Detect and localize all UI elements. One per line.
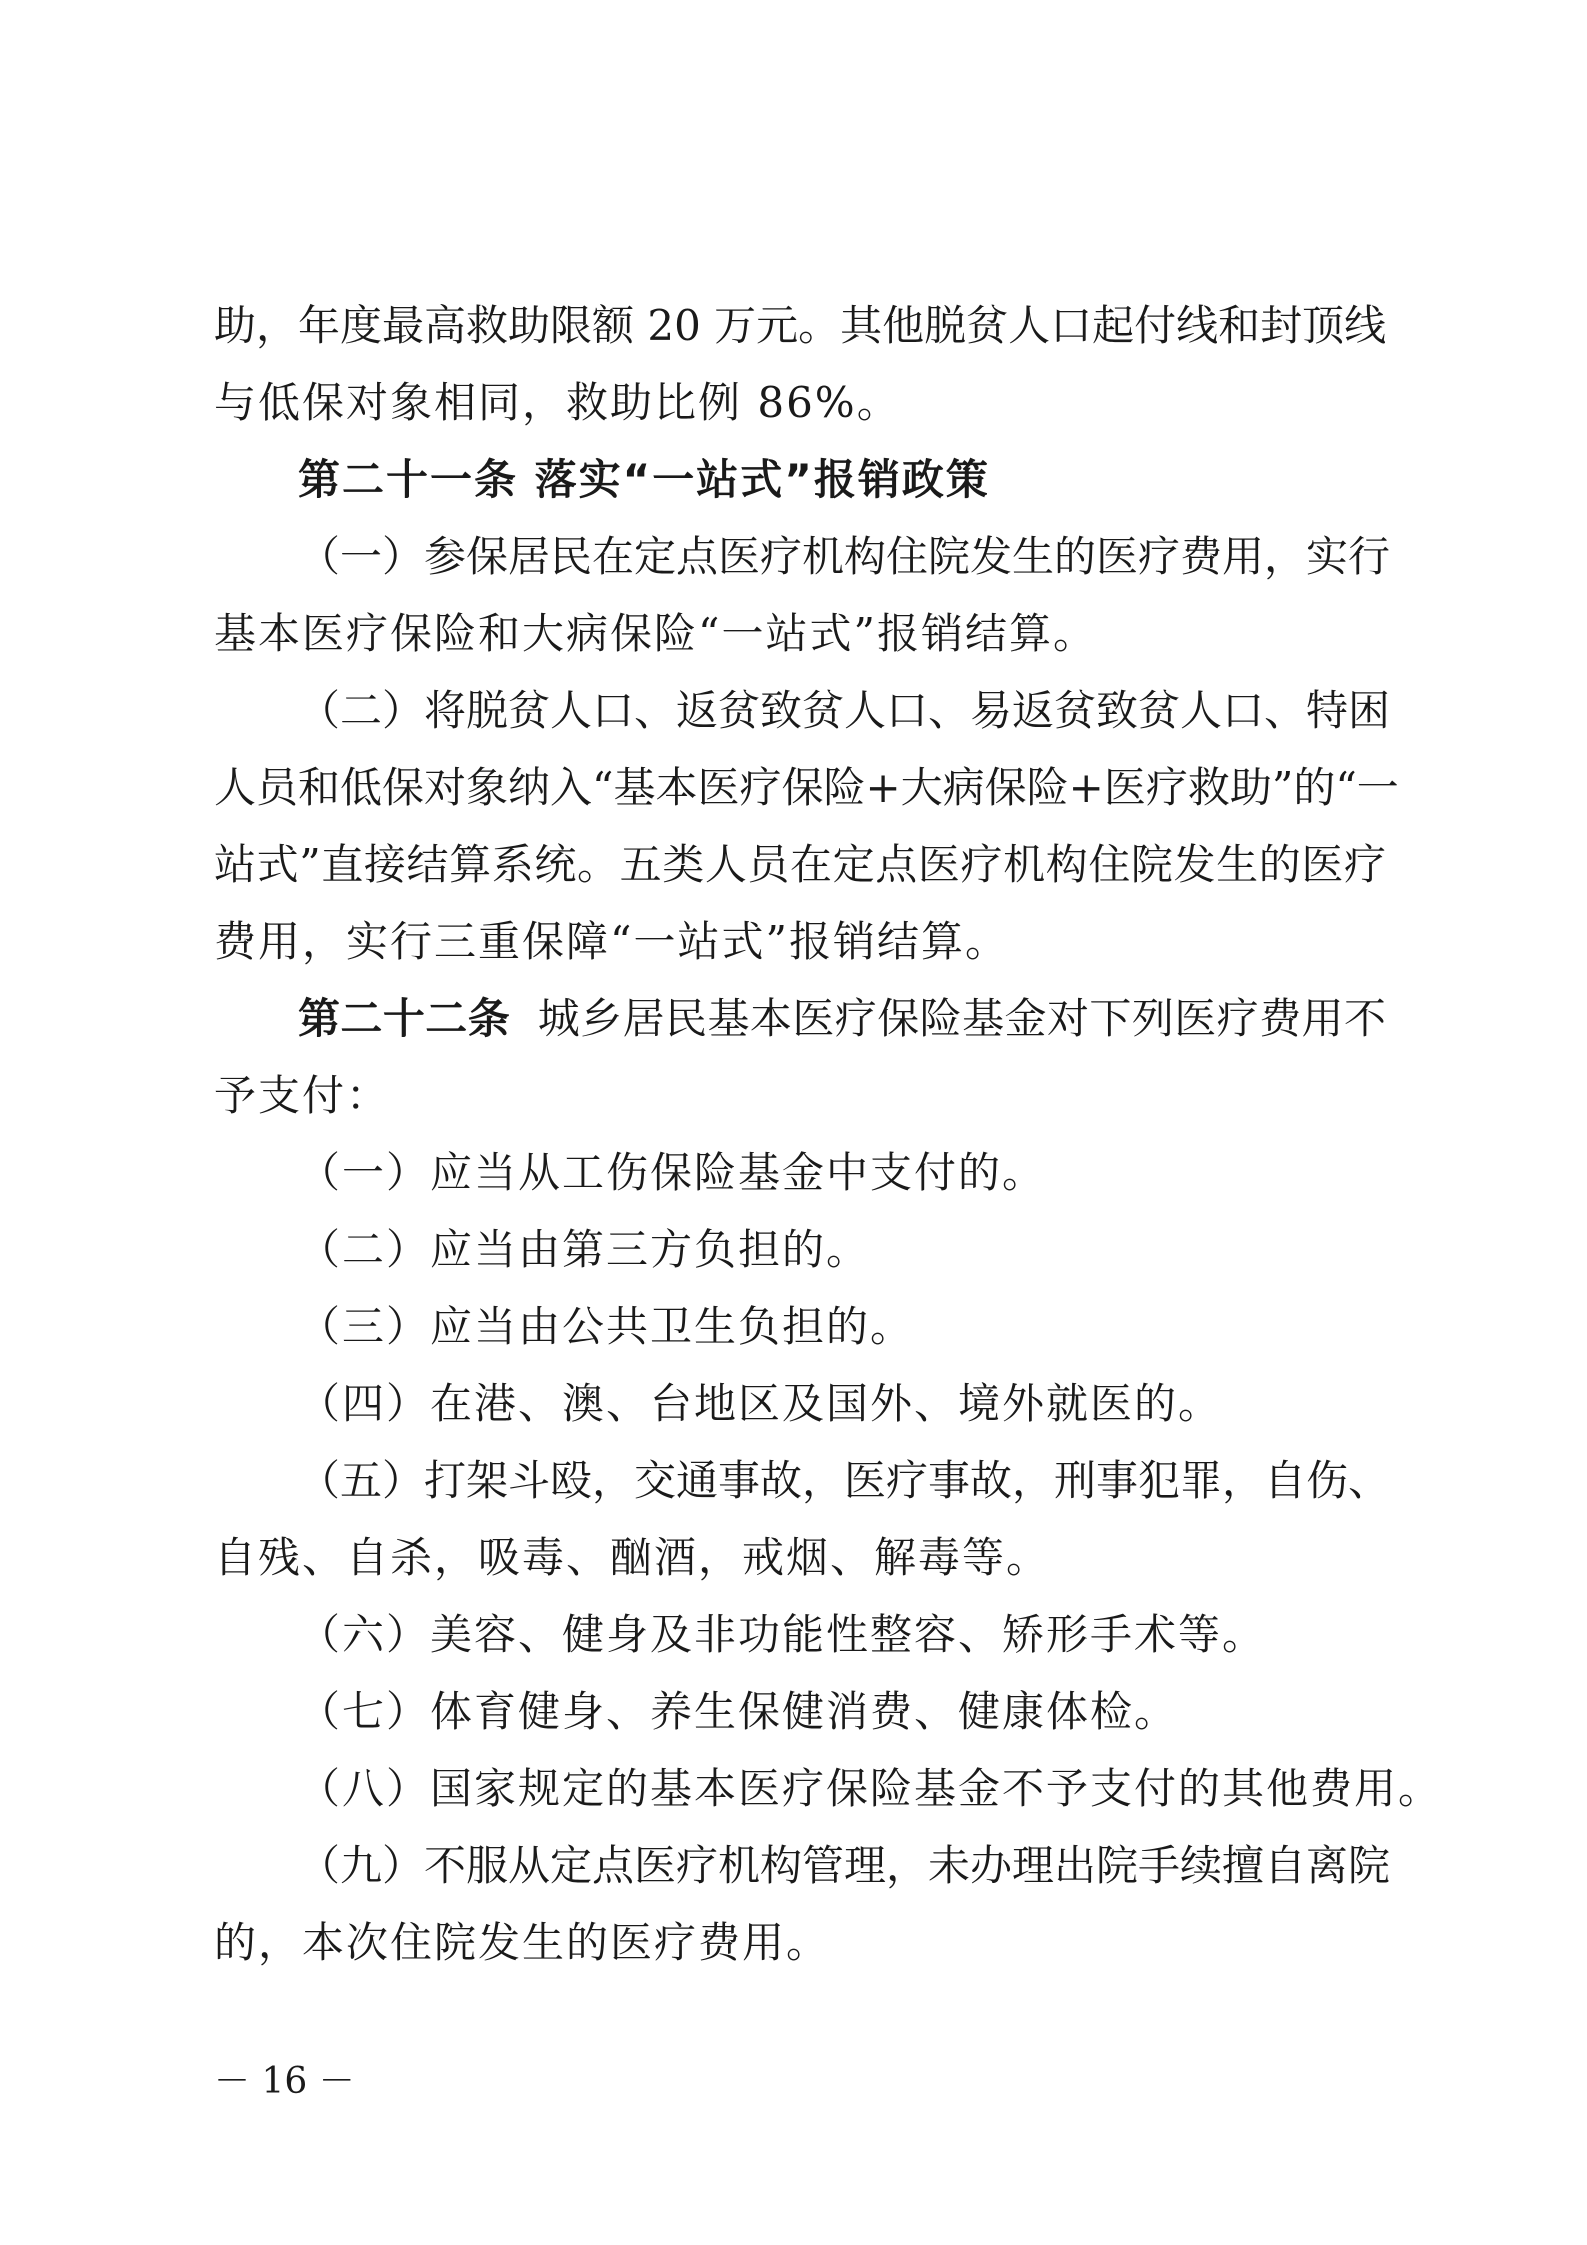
list-item: （七）体育健身、养生保健消费、健康体检。 — [298, 1687, 1179, 1736]
article-21-heading: 第二十一条 落实“一站式”报销政策 — [298, 455, 990, 504]
list-item: （六）美容、健身及非功能性整容、矫形手术等。 — [298, 1610, 1267, 1659]
paragraph-line: 予支付： — [214, 1071, 391, 1120]
paragraph-line: （一）参保居民在定点医疗机构住院发生的医疗费用，实行 — [298, 532, 1391, 581]
list-item: （二）应当由第三方负担的。 — [298, 1225, 871, 1274]
list-item: （八）国家规定的基本医疗保险基金不予支付的其他费用。 — [298, 1764, 1443, 1813]
article-22-line — [214, 980, 1386, 1057]
article-22-label: 第二十二条 — [298, 994, 511, 1043]
list-item: （一）应当从工伤保险基金中支付的。 — [298, 1148, 1047, 1197]
paragraph-line: 与低保对象相同，救助比例 86%。 — [214, 378, 901, 427]
list-item: （九）不服从定点医疗机构管理，未办理出院手续擅自离院 — [298, 1841, 1391, 1890]
list-item: （三）应当由公共卫生负担的。 — [298, 1302, 915, 1351]
paragraph-line: 站式”直接结算系统。五类人员在定点医疗机构住院发生的医疗 — [214, 840, 1386, 889]
paragraph-line: 助，年度最高救助限额 20 万元。其他脱贫人口起付线和封顶线 — [214, 301, 1387, 350]
list-item: （四）在港、澳、台地区及国外、境外就医的。 — [298, 1379, 1223, 1428]
document-body — [214, 287, 1443, 1981]
paragraph-line: 基本医疗保险和大病保险“一站式”报销结算。 — [214, 609, 1097, 658]
paragraph-line: 人员和低保对象纳入“基本医疗保险+大病保险+医疗救助”的“一 — [214, 763, 1399, 812]
article-22-text: 城乡居民基本医疗保险基金对下列医疗费用不 — [537, 994, 1386, 1043]
list-item-continuation: 的，本次住院发生的医疗费用。 — [214, 1918, 831, 1967]
paragraph-line: 费用，实行三重保障“一站式”报销结算。 — [214, 917, 1009, 966]
paragraph-line: （二）将脱贫人口、返贫致贫人口、易返贫致贫人口、特困 — [298, 686, 1391, 735]
list-item-continuation: 自残、自杀，吸毒、酗酒，戒烟、解毒等。 — [214, 1533, 1051, 1582]
list-item: （五）打架斗殴，交通事故，医疗事故，刑事犯罪，自伤、 — [298, 1456, 1391, 1505]
page-number: － 16 － — [214, 2061, 355, 2102]
